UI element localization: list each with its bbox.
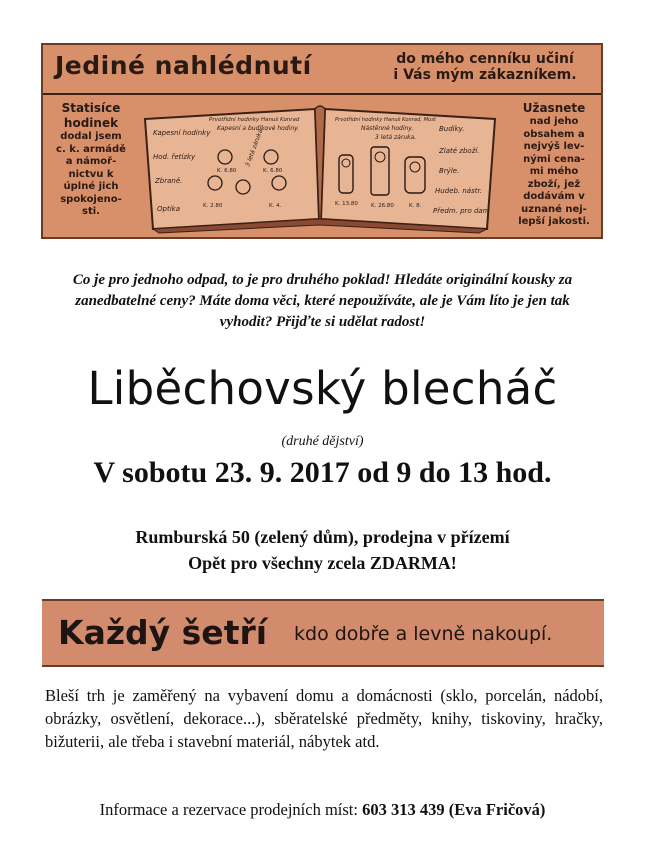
banner-right-line: obsahem a [523,128,585,140]
banner-title: Jediné nahlédnutí [55,51,312,80]
book-price: K. 4. [269,203,282,209]
event-location [0,524,645,576]
banner-left-line: a námoř- [65,156,117,167]
banner-left-line: hodinek [63,116,119,130]
book-category-label: Optika [157,205,180,213]
contact-phone: 603 313 439 [362,800,445,819]
banner-subtitle [373,51,597,83]
slogan-main: Každý šetří [58,613,268,652]
banner-left-line: c. k. armádě [56,143,126,155]
book-category-label: Hod. řetízky [153,153,196,161]
banner-left-line: spokojeno- [60,193,122,205]
open-catalog-book-illustration [139,97,501,235]
banner-left-line: Statisíce [61,101,121,115]
book-category-label: Zlaté zboží. [439,147,480,155]
banner-left-line: sti. [82,206,100,217]
event-date: V sobotu 23. 9. 2017 od 9 do 13 hod. [93,456,552,489]
intro-text: Co je pro jednoho odpad, to je pro druhého poklad! Hledáte originální kousky za zanedbatelné ceny? Máte doma věci, které nepoužíváte, ale je Vám líto je jen tak vyhodit? Přijďte si udělat radost! [72,272,573,330]
contact-name: (Eva Fričová) [448,800,546,819]
book-price: K. 13.80 [335,201,358,207]
book-price: K. 6.80 [217,168,237,174]
banner-left-line: dodal jsem [60,131,122,142]
banner-right-line: zboží, jež [527,178,581,190]
description-text: Bleší trh je zaměřený na vybavení domu a domácnosti (sklo, porcelán, nádobí, obrázky, osvětlení, dekorace...), sběratelské předměty, knihy, tiskoviny, hračky, bižuterii, ale třeba i stavební materiál, nábytek atd. [45,686,603,751]
banner-right-line: uznané nej- [521,203,587,215]
slogan-rest: kdo dobře a levně nakoupí. [294,623,553,645]
book-category-label: Zbraně. [155,177,183,185]
book-category-label: Hudeb. nástr. [435,187,482,195]
banner-header [43,45,601,95]
banner-right-line: nad jeho [529,116,579,127]
banner-subtitle-line: i Vás mým zákazníkem. [393,67,577,83]
book-heading: Prvotřídní hodinky Hanuš Konrad [209,117,300,123]
book-category-label: Předm. pro dam [433,207,490,215]
banner-right-line: mi mého [529,166,579,177]
banner-right-line: Užasnete [522,101,586,115]
book-heading: 3 letá záruka. [244,126,265,168]
banner-left-text [47,101,135,219]
book-heading: Prvotřídní hodinky Hanuš Konrad, Most [335,117,436,123]
book-price: K. 26.80 [371,203,394,209]
book-heading: Nástěnné hodiny. [361,125,414,132]
vintage-advert-banner [41,43,603,239]
book-drawing [139,97,501,235]
book-category-label: Budíky. [439,125,465,133]
banner-right-line: nými cena- [523,153,585,165]
free-entry-line: Opět pro všechny zcela ZDARMA! [188,553,457,573]
banner-left-line: nictvu k [68,168,114,180]
event-subtitle: (druhé dějství) [281,434,364,449]
banner-right-line: dodávám v [523,191,585,202]
banner-subtitle-line: do mého cenníku učiní [396,51,574,67]
contact-info [0,800,645,820]
book-heading: 3 letá záruka. [375,134,417,141]
book-category-label: Kapesní hodinky [153,129,211,137]
book-price: K. 8. [409,203,422,209]
book-heading: Kapesní a budíkové hodiny. [217,125,300,132]
banner-right-line: lepší jakosti. [518,216,590,227]
contact-label: Informace a rezervace prodejních míst: [99,800,358,819]
book-category-label: Brýle. [439,167,460,175]
banner-right-line: nejvýš lev- [523,141,585,152]
book-price: K. 6.80 [263,168,283,174]
book-price: K. 2.80 [203,203,223,209]
banner-right-text [513,101,595,229]
banner-left-line: úplné jich [63,181,119,192]
vintage-slogan-banner [42,599,604,667]
event-title: Liběchovský blecháč [87,362,558,415]
address-line: Rumburská 50 (zelený dům), prodejna v přízemí [135,527,510,547]
